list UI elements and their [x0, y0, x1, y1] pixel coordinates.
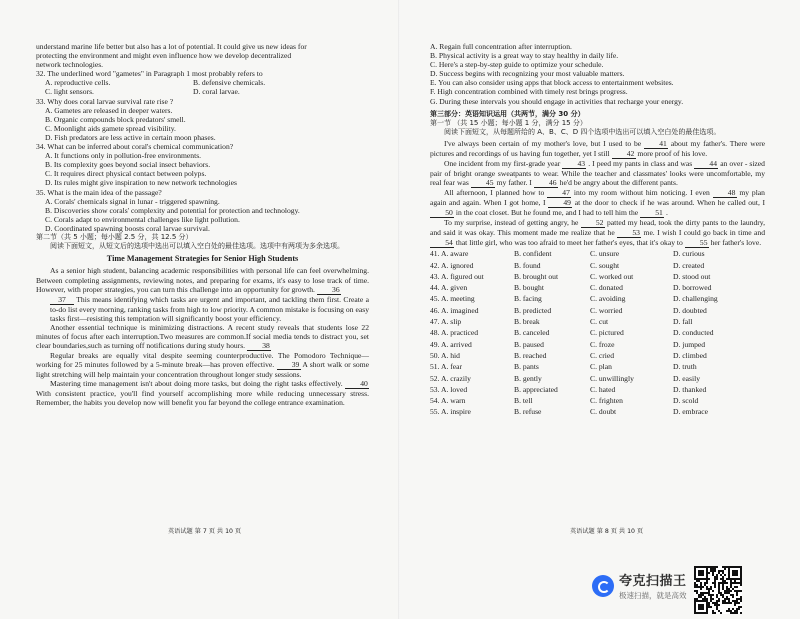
- answer-row: [430, 351, 718, 362]
- option: B. Organic compounds block predators' smell.: [45, 114, 186, 124]
- answer-option: C. frighten: [590, 396, 623, 406]
- cloze-text: my plan again and again. When I got home, I: [430, 188, 765, 208]
- paragraph: [36, 295, 369, 323]
- answer-option: D. borrowed: [673, 283, 712, 293]
- answer-option: D. climbed: [673, 350, 707, 360]
- answer-row: [430, 272, 718, 283]
- answer-row: [430, 374, 718, 385]
- answer-option: D. truth: [673, 362, 697, 372]
- answer-option: C. doubt: [590, 407, 617, 417]
- answer-options-table: [430, 249, 718, 418]
- scanner-brand-name: 夸克扫描王: [619, 574, 687, 589]
- answer-option: C. worried: [590, 305, 623, 315]
- answer-option: C. worked out: [590, 271, 634, 281]
- blank-46: 46: [534, 179, 558, 188]
- answer-option: 47. A. slip: [430, 317, 462, 327]
- option: E. You can also consider using apps that block access to entertainment websites.: [430, 78, 674, 88]
- answer-row: [430, 328, 718, 339]
- blank-43: 43: [562, 160, 586, 169]
- paragraph-text: As a senior high student, balancing academic responsibilities with personal life can feel overwhelming. Between completing assignments, reviewing notes, and preparing for exams, it's easy to lose track of time. However, with proper strategies, you can turn this challenge into an opportunity for growth.: [36, 266, 369, 294]
- cloze-text: into my room without him noticing. I even: [573, 188, 710, 198]
- paragraph: [36, 351, 369, 379]
- answer-option: C. cut: [590, 317, 609, 327]
- answer-row: [430, 362, 718, 373]
- answer-row: [430, 261, 718, 272]
- answer-option: 55. A. inspire: [430, 407, 471, 417]
- option: C. Corals adapt to environmental challenges like light pollution.: [45, 214, 240, 224]
- answer-option: D. jumped: [673, 339, 706, 349]
- answer-row: [430, 306, 718, 317]
- answer-row: [430, 340, 718, 351]
- answer-row: [430, 407, 718, 418]
- answer-option: 43. A. figured out: [430, 271, 484, 281]
- answer-option: C. donated: [590, 283, 623, 293]
- answer-option: C. avoiding: [590, 294, 626, 304]
- answer-option: D. embrace: [673, 407, 708, 417]
- paragraph-text: Regular breaks are equally vital despite seeming counterproductive. The Pomodoro Technique—working for 25 minutes followed by a 5-minute break—has proven effective.: [36, 351, 369, 370]
- seven-choose-five-options: [430, 42, 765, 106]
- option: A. Gametes are released in deeper waters.: [45, 105, 173, 115]
- option: F. High concentration combined with timely rest brings progress.: [430, 87, 628, 97]
- cloze-paragraph: [430, 159, 765, 188]
- answer-option: B. tell: [514, 396, 533, 406]
- option: D. Success begins with recognizing your most valuable matters.: [430, 69, 625, 79]
- answer-option: B. break: [514, 317, 540, 327]
- option-row: [36, 78, 369, 87]
- answer-row: [430, 294, 718, 305]
- option: B. Its complexity goes beyond social insect behaviors.: [45, 160, 211, 170]
- paragraph-text: Another essential technique is minimizing distractions. A recent study reveals that students lose 22 minutes of focus after each interruption.Two measures are common.If social media tends to distract you, set clear boundaries,such as turning off notifications during study hours.: [36, 322, 369, 351]
- option: B. Physical activity is a great way to stay healthy in daily life.: [430, 51, 619, 61]
- option: C. light sensors.: [45, 87, 94, 97]
- paragraph: [36, 266, 369, 294]
- page-footer: 英语试题 第 7 页 共 10 页: [168, 528, 242, 535]
- option: B. Discoveries show corals' complexity and potential for protection and technology.: [45, 205, 300, 215]
- paragraph: [36, 323, 369, 351]
- answer-row: [430, 317, 718, 328]
- section-2-heading: 第二节（共 5 小题；每小题 2.5 分，共 12.5 分）: [36, 232, 193, 241]
- answer-option: D. curious: [673, 249, 705, 259]
- page-footer: 英语试题 第 8 页 共 10 页: [570, 528, 644, 535]
- cloze-paragraph: [430, 188, 765, 218]
- section-1-instruction: 阅读下面短文，从每题所给的 A、B、C、D 四个选项中选出可以填入空白处的最佳选项。: [444, 127, 721, 136]
- answer-option: B. paused: [514, 339, 544, 349]
- answer-option: 53. A. loved: [430, 384, 468, 394]
- question-stem: 34. What can be inferred about coral's chemical communication?: [36, 142, 234, 152]
- answer-option: B. refuse: [514, 407, 542, 417]
- answer-option: D. conducted: [673, 328, 714, 338]
- answer-option: 54. A. warn: [430, 396, 466, 406]
- option: D. Its rules might give inspiration to new network technologies: [45, 178, 237, 188]
- cloze-text: One incident from my first-grade year: [444, 159, 561, 169]
- answer-option: 48. A. practiced: [430, 328, 479, 338]
- answer-option: D. fall: [673, 317, 693, 327]
- answer-option: 49. A. arrived: [430, 339, 472, 349]
- page-8-content: [430, 42, 765, 419]
- option: A. It functions only in pollution-free environments.: [45, 151, 202, 161]
- blank-55: 55: [685, 239, 709, 248]
- blank-40: 40: [345, 380, 369, 389]
- answer-option: D. easily: [673, 373, 700, 383]
- cloze-text: patted my head, took the dirty pants to the laundry, and said it was okay. This moment made me realize that he: [430, 218, 765, 238]
- answer-option: 52. A. crazily: [430, 373, 471, 383]
- text-line: understand marine life better but also has a lot of potential. It could give us new ideas for: [36, 42, 307, 51]
- question-33: [36, 97, 369, 142]
- blank-54: 54: [430, 239, 454, 248]
- answer-option: D. scold: [673, 396, 699, 406]
- blank-41: 41: [644, 140, 668, 149]
- paragraph-text: A short walk or some light stretching will help maintain your concentration throughout longer study sessions.: [36, 360, 369, 380]
- blank-38: 38: [247, 342, 271, 351]
- option-row: [36, 87, 369, 96]
- blank-45: 45: [471, 179, 495, 188]
- question-stem: 32. The underlined word "gametes" in Paragraph 1 most probably refers to: [36, 69, 263, 79]
- answer-option: 44. A. given: [430, 283, 468, 293]
- answer-option: B. confident: [514, 249, 552, 259]
- paragraph-text: With consistent practice, you'll find yourself accomplishing more while reducing unnecessary stress. Remember, the habits you develop now will benefit you far beyond the college entrance examination.: [36, 389, 369, 408]
- blank-53: 53: [617, 229, 641, 238]
- option: A. Regain full concentration after interruption.: [430, 42, 572, 51]
- option: D. Coordinated spawning boosts coral larvae survival.: [45, 223, 210, 233]
- option: C. It requires direct physical contact between polyps.: [45, 169, 207, 179]
- cloze-text: an over - sized pair of bright orange sweatpants to wear. While the teacher and classmates' looks were uncomfortable, my real fear was: [430, 159, 765, 188]
- answer-option: D. challenging: [673, 294, 718, 304]
- answer-row: [430, 396, 718, 407]
- paragraph-text: This means identifying which tasks are urgent and important, and tackling them first. Create a to-do list every morning, ranking tasks from high to low priority. A common mistake is focusing on easy tasks first—resisting this temptation will significantly boost your efficiency.: [50, 294, 369, 323]
- blank-36: 36: [317, 286, 341, 295]
- paragraph-text: Mastering time management isn't about doing more tasks, but doing the right tasks effectively.: [50, 379, 343, 389]
- answer-option: B. appreciated: [514, 384, 558, 394]
- cloze-text: in the coat closet. But he found me, and I had to tell him the: [455, 208, 639, 218]
- exam-page-8: [400, 0, 800, 619]
- answer-option: B. gently: [514, 373, 542, 383]
- answer-option: B. pants: [514, 362, 539, 372]
- option: B. defensive chemicals.: [193, 78, 266, 88]
- cloze-text: he'd be angry about the different pants.: [559, 178, 678, 188]
- answer-row: [430, 385, 718, 396]
- passage-continuation: [36, 42, 369, 69]
- blank-47: 47: [547, 189, 571, 198]
- blank-52: 52: [581, 219, 605, 228]
- answer-option: C. unwillingly: [590, 373, 634, 383]
- answer-option: 51. A. fear: [430, 362, 463, 372]
- scanner-watermark: [592, 570, 687, 601]
- answer-option: C. unsure: [590, 249, 620, 259]
- cloze-text: that little girl, who was too afraid to meet her father's eyes, that it's okay to: [455, 238, 683, 248]
- answer-option: C. hated: [590, 384, 616, 394]
- answer-option: 45. A. meeting: [430, 294, 475, 304]
- text-line: network technologies.: [36, 60, 104, 70]
- option: D. Fish predators are less active in certain moon phases.: [45, 132, 216, 142]
- answer-row: [430, 283, 718, 294]
- scanner-logo-icon: [592, 575, 614, 597]
- answer-option: 46. A. imagined: [430, 305, 479, 315]
- option: A. Corals' chemicals signal in lunar - triggered spawning.: [45, 196, 220, 206]
- blank-49: 49: [548, 199, 572, 208]
- answer-option: B. facing: [514, 294, 542, 304]
- answer-option: 41. A. aware: [430, 249, 469, 259]
- answer-option: B. bought: [514, 283, 544, 293]
- scanner-tagline: 极速扫描，就是高效: [619, 591, 687, 600]
- section-2-instruction: 阅读下面短文，从短文后的选项中选出可以填入空白处的最佳选项。选项中有两项为多余选项。: [50, 242, 344, 251]
- answer-option: D. stood out: [673, 271, 711, 281]
- answer-option: B. reached: [514, 350, 547, 360]
- option: G. During these intervals you should engage in activities that recharge your energy.: [430, 96, 684, 106]
- answer-option: C. sought: [590, 260, 620, 270]
- passage-title: Time Management Strategies for Senior High Students: [106, 254, 299, 264]
- answer-option: B. predicted: [514, 305, 552, 315]
- answer-option: B. found: [514, 260, 541, 270]
- cloze-text: .: [665, 208, 668, 218]
- passage-body: [36, 266, 369, 407]
- answer-option: B. brought out: [514, 271, 559, 281]
- answer-option: D. created: [673, 260, 705, 270]
- option: C. Moonlight aids gamete spread visibility.: [45, 123, 176, 133]
- question-stem: 35. What is the main idea of the passage?: [36, 187, 162, 197]
- option: D. coral larvae.: [193, 87, 240, 97]
- page-7-content: [36, 42, 369, 407]
- blank-48: 48: [713, 189, 737, 198]
- answer-option: C. cried: [590, 350, 615, 360]
- cloze-text: . I peed my pants in class and was: [588, 159, 693, 169]
- answer-option: 50. A. hid: [430, 350, 460, 360]
- cloze-text: my father. I: [496, 178, 532, 188]
- cloze-passage: [430, 139, 765, 248]
- question-32: [36, 69, 369, 96]
- answer-option: D. thanked: [673, 384, 707, 394]
- question-34: [36, 142, 369, 187]
- answer-option: C. froze: [590, 339, 615, 349]
- cloze-text: To my surprise, instead of getting angry, he: [444, 218, 579, 228]
- question-35: [36, 188, 369, 233]
- option: A. reproductive cells.: [45, 78, 111, 88]
- part-3-heading: 第三部分：英语知识运用（共两节，满分 30 分）: [430, 109, 585, 118]
- text-line: protecting the environment and might even influence how we develop decentralized: [36, 51, 292, 61]
- blank-51: 51: [640, 209, 664, 218]
- answer-row: [430, 249, 718, 260]
- blank-37: 37: [50, 296, 74, 305]
- cloze-paragraph: [430, 139, 765, 159]
- cloze-text: me. I wish I could go back in time and: [643, 228, 765, 238]
- cloze-text: at the door to check if he was around. When he called out, I: [574, 198, 765, 208]
- cloze-text: All afternoon, I planned how to: [444, 188, 545, 198]
- paragraph: [36, 379, 369, 407]
- cloze-text: I've always been certain of my mother's love, but I used to be: [444, 139, 642, 149]
- answer-option: 42. A. ignored: [430, 260, 474, 270]
- section-1-heading: 第一节 （共 15 小题；每小题 1 分，满分 15 分）: [430, 118, 587, 127]
- answer-option: C. plan: [590, 362, 612, 372]
- answer-option: C. pictured: [590, 328, 624, 338]
- option: C. Here's a step-by-step guide to optimize your schedule.: [430, 60, 604, 70]
- blank-50: 50: [430, 209, 454, 218]
- cloze-text: her father's love.: [710, 238, 762, 248]
- cloze-text: more proof of his love.: [637, 149, 708, 159]
- blank-44: 44: [694, 160, 718, 169]
- blank-42: 42: [612, 150, 636, 159]
- cloze-text: about my father's. There were pictures and recordings of us having fun together, yet I still: [430, 139, 766, 159]
- blank-39: 39: [277, 361, 301, 370]
- answer-option: D. doubted: [673, 305, 707, 315]
- answer-option: B. canceled: [514, 328, 550, 338]
- cloze-paragraph: [430, 218, 765, 248]
- qr-code-icon: [694, 566, 742, 614]
- question-stem: 33. Why does coral larvae survival rate rise ?: [36, 96, 174, 106]
